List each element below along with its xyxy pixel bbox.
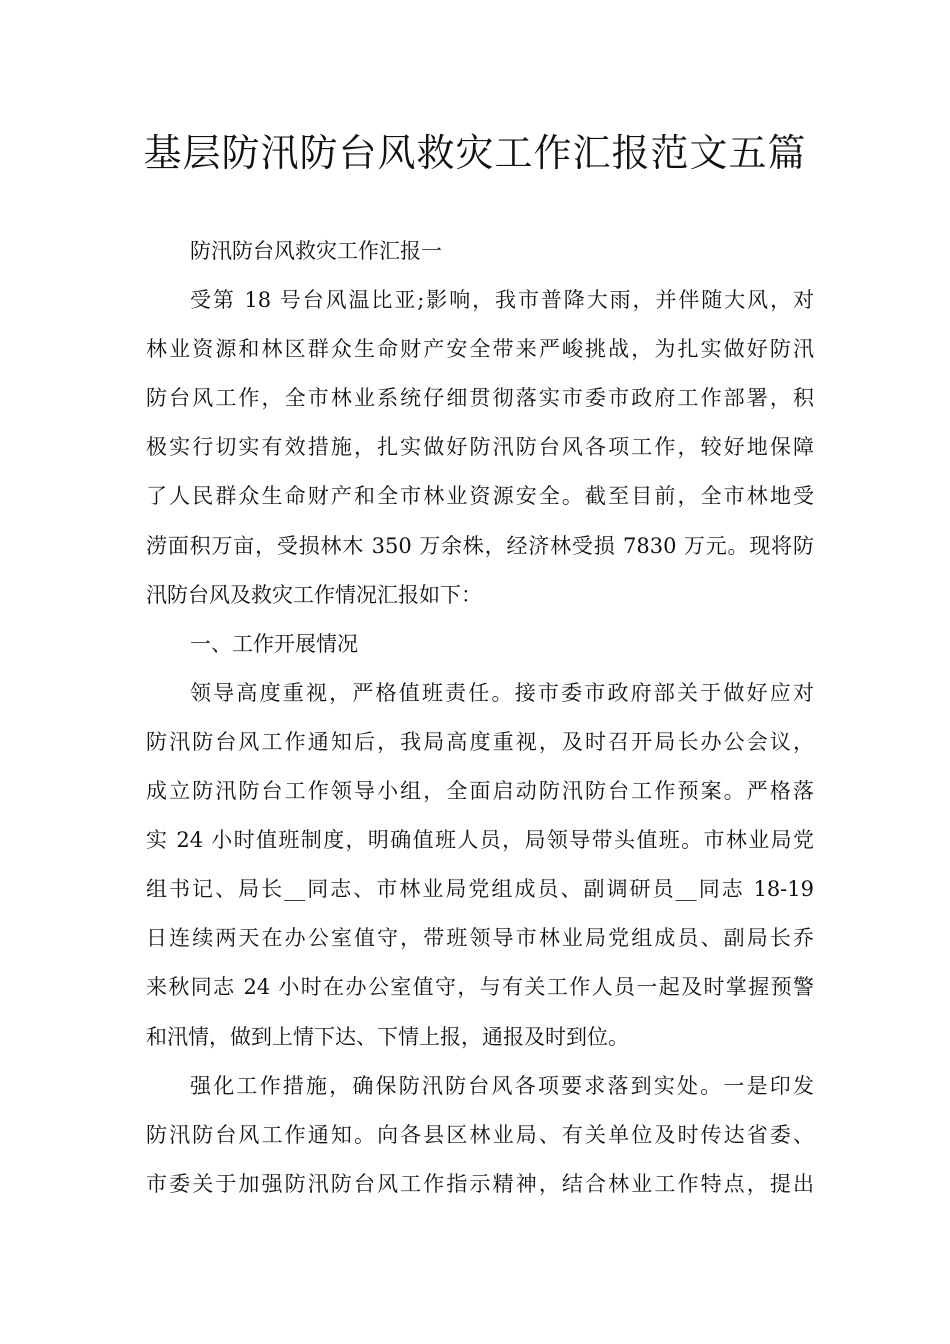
section-heading: 一、工作开展情况 <box>190 631 358 656</box>
paragraph-line: 实 24 小时值班制度，明确值班人员，局领导带头值班。市林业局党 <box>146 828 814 853</box>
paragraph-line: 林业资源和林区群众生命财产安全带来严峻挑战，为扎实做好防汛 <box>146 337 814 362</box>
paragraph-line: 汛防台风及救灾工作情况汇报如下： <box>146 582 482 607</box>
document-title: 基层防汛防台风救灾工作汇报范文五篇 <box>143 131 807 175</box>
paragraph-line: 防汛防台风工作通知后，我局高度重视，及时召开局长办公会议， <box>146 729 814 754</box>
paragraph-line: 和汛情，做到上情下达、下情上报，通报及时到位。 <box>146 1024 629 1049</box>
paragraph-line: 领导高度重视，严格值班责任。接市委市政府部关于做好应对 <box>190 680 814 705</box>
paragraph-line: 防台风工作，全市林业系统仔细贯彻落实市委市政府工作部署，积 <box>146 386 814 411</box>
section-heading: 防汛防台风救灾工作汇报一 <box>190 239 442 263</box>
paragraph-line: 强化工作措施，确保防汛防台风各项要求落到实处。一是印发 <box>190 1073 814 1098</box>
paragraph-line: 受第 18 号台风温比亚;影响，我市普降大雨，并伴随大风，对 <box>190 288 814 313</box>
paragraph-line: 了人民群众生命财产和全市林业资源安全。截至目前，全市林地受 <box>146 484 814 509</box>
paragraph-line: 组书记、局长__同志、市林业局党组成员、副调研员__同志 18-19 <box>146 877 814 902</box>
paragraph-line: 成立防汛防台工作领导小组，全面启动防汛防台工作预案。严格落 <box>146 779 814 804</box>
paragraph-line: 来秋同志 24 小时在办公室值守，与有关工作人员一起及时掌握预警 <box>146 975 814 1000</box>
paragraph-line: 日连续两天在办公室值守，带班领导市林业局党组成员、副局长乔 <box>146 926 814 951</box>
paragraph-line: 涝面积万亩，受损林木 350 万余株，经济林受损 7830 万元。现将防 <box>146 533 814 558</box>
paragraph-line: 防汛防台风工作通知。向各县区林业局、有关单位及时传达省委、 <box>146 1122 814 1147</box>
paragraph-line: 极实行切实有效措施，扎实做好防汛防台风各项工作，较好地保障 <box>146 435 814 460</box>
document-body <box>146 227 814 1209</box>
paragraph-line: 市委关于加强防汛防台风工作指示精神，结合林业工作特点，提出 <box>146 1171 814 1196</box>
